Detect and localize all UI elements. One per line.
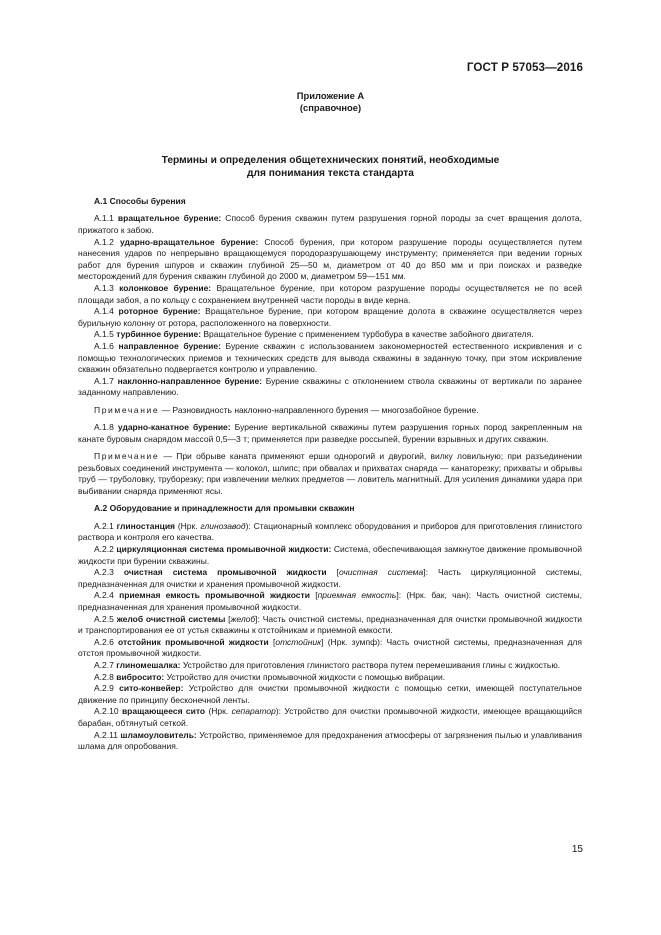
term-definition: Устройство для приготовления глинистого раствора путем перемешивания глины с жидкостью.: [180, 659, 561, 670]
term-definition: Устройство, применяемое для предохранения атмосферы от загрязнения пылью и улавливания шлама для опробования.: [78, 729, 582, 752]
appendix-label: Приложение А: [296, 90, 365, 101]
term-number: А.1.7: [94, 375, 114, 386]
term-a2-6: [78, 637, 582, 660]
term-number: А.1.2: [94, 236, 114, 247]
term-definition: Вращательное бурение, при котором вращение долота в скважине осуществляется через бурильную колонну от ротора, расположенного на поверхности.: [78, 306, 582, 328]
term-definition: ]: (Нрк. бак, чан): Часть очистной системы, предназначенная для хранения промывочной жидкости.: [78, 590, 582, 612]
note-label: Примечание: [94, 451, 160, 462]
term-prefix: [: [309, 590, 318, 601]
term-synonym: отстойник: [275, 636, 322, 647]
term-definition: Способ бурения скважин путем разрушения горной породы за счет вращения долота, прижатого к забою.: [78, 213, 583, 235]
section-heading-a2: А.2 Оборудование и принадлежности для промывки скважин: [94, 503, 355, 514]
term-synonym: глинозавод: [200, 520, 246, 531]
term-a2-8: [78, 672, 582, 684]
term-name: наклонно-направленное бурение:: [117, 375, 263, 386]
term-number: А.2.10: [94, 706, 119, 717]
term-a2-1: [78, 521, 582, 544]
term-name: вибросито:: [116, 671, 165, 682]
term-definition: Устройство для очистки промывочной жидкости с помощью вибрации.: [164, 671, 446, 682]
term-name: сито-конвейер:: [119, 683, 184, 694]
term-number: А.2.2: [94, 544, 114, 555]
term-number: А.1.5: [94, 329, 114, 340]
term-name: глиномешалка:: [116, 659, 181, 670]
term-a1-1: [78, 213, 582, 236]
term-definition: ): Стационарный комплекс оборудования и приборов для приготовления глинистого раствора и контроля его качества.: [78, 520, 582, 543]
term-definition: Вращательное бурение с применением турбобура в качестве забойного двигателя.: [201, 329, 534, 340]
term-prefix: [: [268, 636, 276, 647]
term-definition: Бурение скважин с использованием закономерностей естественного искривления и с помощью технологических приемов и технических средств для вывода скважины в заданную точку, при этом искривление скважин обязательно подвергается контролю и управлению.: [78, 340, 582, 375]
document-body: [78, 196, 582, 753]
term-name: вращающееся сито: [121, 706, 206, 717]
term-definition: ] (Нрк. зумпф): Часть очистной системы, предназначенная для отстоя промывочной жидкости.: [78, 636, 582, 659]
term-a1-3: [78, 283, 582, 306]
term-number: А.2.8: [94, 671, 114, 682]
term-number: А.1.6: [94, 340, 114, 351]
term-number: А.2.9: [94, 683, 114, 694]
term-prefix: [: [326, 567, 339, 578]
term-a2-5: [78, 614, 582, 637]
term-number: А.1.1: [94, 213, 114, 224]
term-name: колонковое бурение:: [119, 282, 212, 293]
term-a1-5: [78, 329, 582, 341]
section-heading-a1: А.1 Способы бурения: [94, 196, 186, 206]
term-a2-2: [78, 544, 582, 567]
term-name: отстойник промывочной жидкости: [118, 636, 269, 647]
document-title: [0, 154, 661, 180]
term-prefix: [: [225, 613, 231, 624]
term-a2-9: [78, 683, 582, 706]
term-definition: Система, обеспечивающая замкнутое движение промывочной жидкости при бурении скважины.: [78, 544, 582, 566]
term-name: приемная емкость промывочной жидкости: [119, 590, 310, 601]
standard-number: ГОСТ Р 57053—2016: [466, 61, 583, 74]
term-definition: ]: Часть циркуляционной системы, предназначенная для очистки и хранения промывочной жидкости.: [78, 567, 582, 589]
note-1: [78, 405, 582, 417]
term-definition: Бурение скважины с отклонением ствола скважины от вертикали по заранее заданному направлению.: [78, 375, 582, 398]
note-text: — Разновидность наклонно-направленного бурения — многозабойное бурение.: [159, 404, 479, 415]
term-a2-7: [78, 660, 582, 672]
term-number: А.2.1: [94, 520, 114, 531]
term-number: А.2.5: [94, 613, 114, 624]
term-number: А.1.3: [94, 282, 114, 293]
term-name: ударно-вращательное бурение:: [119, 236, 259, 247]
term-a2-10: [78, 706, 582, 729]
term-definition: ): Устройство для очистки промывочной жидкости, имеющее вращающийся барабан, обтянутый сеткой.: [78, 706, 582, 728]
term-synonym: приемная емкость: [317, 590, 397, 601]
note-text: — При обрыве каната применяют ерши однорогий и двурогий, вилку ловильную; при разъединении резьбовых соединений инструмента — колокол, шлипс; при обвалах и прихватах снаряда — канаторезку; прихваты и обрывы труб — труболовку, труборезку; при извлечении мелких предметов — ловитель магнитный. Для усиления динамики удара при выбивании снаряда применяют ясы.: [78, 451, 582, 496]
term-synonym: сепаратор: [231, 706, 276, 717]
term-a1-2: [78, 237, 582, 283]
term-prefix: (Нрк.: [175, 520, 201, 531]
page-number: 15: [571, 844, 583, 855]
term-number: А.2.4: [94, 590, 114, 601]
note-label: Примечание: [94, 404, 160, 415]
term-name: роторное бурение:: [118, 306, 201, 317]
term-definition: Вращательное бурение, при котором разрушение породы осуществляется не по всей площади забоя, а по кольцу с сохранением внутренней части породы в виде керна.: [78, 282, 582, 305]
term-number: А.1.4: [94, 306, 114, 317]
title-line-2: для понимания текста стандарта: [247, 168, 414, 179]
note-2: [78, 451, 582, 497]
term-synonym: желоб: [230, 613, 256, 624]
term-a1-8: [78, 422, 582, 445]
term-definition: Бурение вертикальной скважины путем разрушения горных пород закрепленным на канате буровым снарядом массой 0,5—3 т; применяется при разведке россыпей, бурении взрывных и других скважин.: [78, 422, 582, 444]
term-number: А.2.11: [94, 729, 118, 740]
term-a2-3: [78, 567, 582, 590]
term-a1-6: [78, 341, 582, 376]
term-synonym: очистная система: [338, 567, 424, 578]
appendix-type: (справочное): [299, 102, 362, 113]
term-name: глиностанция: [116, 520, 176, 531]
term-number: А.2.7: [94, 659, 114, 670]
term-name: турбинное бурение:: [116, 329, 202, 340]
term-definition: Устройство для очистки промывочной жидкости с помощью сетки, имеющей поступательное движение по принципу бесконечной ленты.: [78, 683, 582, 705]
term-a1-7: [78, 376, 582, 399]
term-name: ударно-канатное бурение:: [117, 422, 231, 433]
term-name: вращательное бурение:: [117, 213, 222, 224]
term-name: шламоуловитель:: [120, 729, 197, 740]
term-name: очистная система промывочной жидкости: [123, 567, 327, 578]
term-definition: ]: Часть очистной системы, предназначенная для очистки промывочной жидкости и транспортирования ее от устья скважины к отстойникам и приемной емкости.: [78, 613, 582, 636]
term-name: циркуляционная система промывочной жидкости:: [116, 544, 332, 555]
term-number: А.2.3: [94, 567, 114, 578]
term-a2-4: [78, 590, 582, 613]
term-name: желоб очистной системы: [116, 613, 226, 624]
term-name: направленное бурение:: [118, 340, 221, 351]
title-line-1: Термины и определения общетехнических понятий, необходимые: [161, 155, 500, 166]
term-a1-4: [78, 306, 582, 329]
term-number: А.2.6: [94, 636, 114, 647]
term-number: А.1.8: [94, 422, 114, 433]
appendix-heading: [0, 90, 661, 114]
term-prefix: (Нрк.: [205, 706, 232, 717]
term-a2-11: [78, 730, 582, 753]
term-definition: Способ бурения, при котором разрушение породы осуществляется путем нанесения ударов по непрерывно вращающемуся породоразрушающему инструменту; применяется при ведении горных работ для бурения шпуров и скважин глубиной 25—50 м, диаметром от 40 до 850 мм и при поисках и разведке месторождений для бурения скважин глубиной до 2000 м, диаметром 59—151 мм.: [78, 236, 582, 282]
